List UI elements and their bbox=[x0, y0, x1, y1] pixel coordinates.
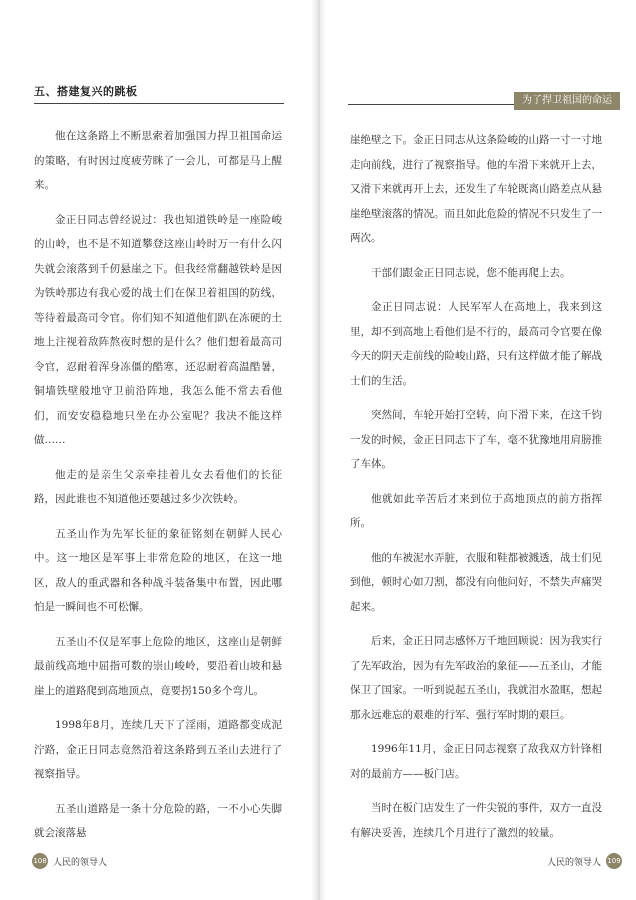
paragraph: 1998年8月，连续几天下了淫雨，道路都变成泥泞路，金正日同志竟然沿着这条路到五圣山去进行了视察指导。 bbox=[34, 719, 282, 780]
paragraph: 当时在板门店发生了一件尖锐的事件，双方一直没有解决妥善，连续几个月进行了激烈的较量。 bbox=[350, 802, 602, 839]
page-number: 108 bbox=[32, 853, 48, 869]
paragraph: 后来，金正日同志感怀万千地回顾说：因为我实行了先军政治，因为有先军政治的象征——五圣山，才能保卫了国家。一听到说起五圣山，我就泪水盈眶，想起那永远难忘的艰难的行军、强行军时期的艰巨。 bbox=[350, 635, 602, 721]
paragraph: 他就如此辛苦后才来到位于高地顶点的前方指挥所。 bbox=[350, 492, 602, 529]
paragraph: 五圣山作为先军长征的象征铭刻在朝鲜人民心中。这一地区是军事上非常危险的地区，在这一地区，敌人的重武器和各种战斗装备集中布置，因此哪怕是一瞬间也不可松懈。 bbox=[34, 527, 282, 613]
paragraph: 他走的是亲生父亲牵挂着儿女去看他们的长征路，因此谁也不知道他还要越过多少次铁岭。 bbox=[34, 468, 282, 505]
right-body-text bbox=[350, 128, 602, 855]
page-number: 109 bbox=[606, 853, 622, 869]
left-page-footer bbox=[32, 853, 107, 869]
header-rule bbox=[34, 103, 284, 104]
left-page-header bbox=[34, 83, 284, 104]
header-rule bbox=[348, 104, 536, 105]
footer-label: 人民的领导人 bbox=[546, 857, 601, 868]
book-gutter bbox=[311, 0, 327, 900]
paragraph: 金正日同志说：人民军军人在高地上，我来到这里，却不到高地上看他们是不行的，最高司令官要在像今天的阴天走前线的险峻山路，只有这样做才能了解战士们的生活。 bbox=[350, 301, 602, 387]
paragraph: 突然间，车轮开始打空转，向下滑下来，在这千钧一发的时候，金正日同志下了车，毫不犹豫地用肩膀推了车体。 bbox=[350, 409, 602, 470]
paragraph: 他的车被泥水弄脏，衣服和鞋都被溅透，战士们见到他，顿时心如刀割，都没有向他问好，不禁失声痛哭起来。 bbox=[350, 551, 602, 613]
right-page bbox=[318, 0, 636, 900]
paragraph: 崖绝壁之下。金正日同志从这条险峻的山路一寸一寸地走向前线，进行了视察指导。他的车滑下来就开上去，又滑下来就再开上去，还发生了车轮既离山路差点从悬崖绝壁滚落的情况。而且如此危险的情况不只发生了一两次。 bbox=[350, 134, 602, 244]
paragraph: 他在这条路上不断思索着加强国力捍卫祖国命运的策略，有时因过度疲劳眯了一会儿，可都是马上醒来。 bbox=[34, 130, 282, 191]
paragraph: 干部们跟金正日同志说，您不能再爬上去。 bbox=[371, 266, 571, 279]
right-page-header bbox=[348, 92, 620, 110]
footer-label: 人民的领导人 bbox=[53, 857, 108, 868]
paragraph: 1996年11月，金正日同志视察了敌我双方针锋相对的最前方——板门店。 bbox=[350, 743, 602, 780]
left-body-text bbox=[34, 124, 282, 856]
paragraph: 五圣山不仅是军事上危险的地区，这座山是朝鲜最前线高地中屈指可数的崇山峻岭，要沿着山坡和悬崖上的道路爬到高地顶点，竟要拐150多个弯儿。 bbox=[34, 635, 282, 697]
paragraph: 五圣山道路是一条十分危险的路，一不小心失脚就会滚落悬 bbox=[34, 802, 282, 839]
section-tab: 为了捍卫祖国的命运 bbox=[514, 92, 620, 110]
paragraph: 金正日同志曾经说过：我也知道铁岭是一座险峻的山岭，也不是不知道攀登这座山岭时万一有什么闪失就会滚落到千仞悬崖之下。但我经常翻越铁岭是因为铁岭那边有我心爱的战士们在保卫着祖国的防线，等待着最高司令官。你们知不知道他们趴在冻硬的土地上注视着敌阵熬夜时想的是什么？他们想着最高司令官，忍耐着浑身冻僵的酷寒，还忍耐着高温酷暑，铜墙铁壁般地守卫前沿阵地，我怎么能不常去看他们，而安安稳稳地只坐在办公室呢？我决不能这样做…… bbox=[34, 213, 282, 446]
right-page-footer bbox=[547, 853, 622, 869]
section-title: 五、搭建复兴的跳板 bbox=[34, 85, 138, 98]
